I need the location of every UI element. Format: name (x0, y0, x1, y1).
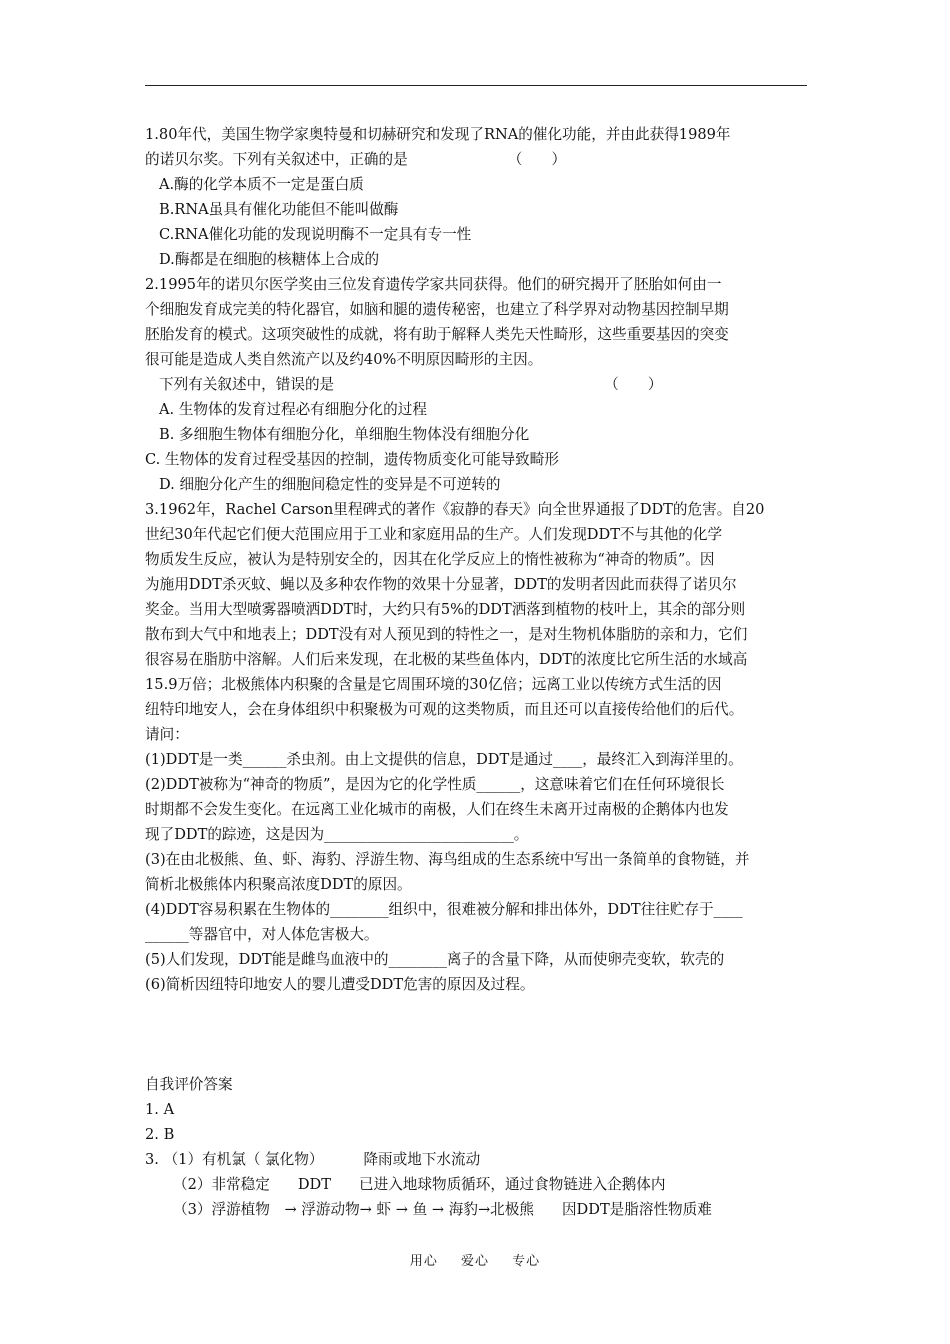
q3-line-1: 3.1962年，Rachel Carson里程碑式的著作《寂静的春天》向全世界通报了DDT的危害。自20 (145, 501, 765, 518)
q3-sub-5: (5)人们发现，DDT能是雌鸟血液中的________离子的含量下降，从而使卵壳变软，软壳的 (145, 951, 725, 968)
q2-option-a: A. 生物体的发育过程必有细胞分化的过程 (159, 401, 427, 418)
q1-answer-blank: （ ） (507, 151, 567, 168)
answer-3-2-c: 已进入地球物质循环，通过食物链进入企鹅体内 (359, 1176, 666, 1193)
answer-3-1-a: 3. （1）有机氯（ 氯化物） (145, 1151, 324, 1168)
q2-option-c: C. 生物体的发育过程受基因的控制，遗传物质变化可能导致畸形 (145, 451, 559, 468)
answer-2: 2. B (145, 1126, 175, 1143)
footer-word-1: 用心 (409, 1254, 438, 1269)
q3-sub-3-line-2: 简析北极熊体内积聚高浓度DDT的原因。 (145, 876, 412, 893)
q3-line-3: 物质发生反应，被认为是特别安全的，因其在化学反应上的惰性被称为“神奇的物质”。因 (145, 551, 715, 568)
q1-stem-line-2 (145, 147, 810, 172)
q3-line-7: 很容易在脂肪中溶解。人们后来发现，在北极的某些鱼体内，DDT的浓度比它所生活的水域高 (145, 651, 748, 668)
q1-option-a: A.酶的化学本质不一定是蛋白质 (159, 176, 364, 193)
q3-line-8: 15.9万倍；北极熊体内积聚的含量是它周围环境的30亿倍；远离工业以传统方式生活的因 (145, 676, 722, 693)
answer-1: 1. A (145, 1101, 175, 1118)
q2-answer-blank: （ ） (604, 376, 663, 393)
q2-line-1: 2.1995年的诺贝尔医学奖由三位发育遗传学家共同获得。他们的研究揭开了胚胎如何由一 (145, 276, 722, 293)
q1-option-b: B.RNA虽具有催化功能但不能叫做酶 (159, 201, 399, 218)
q3-sub-4-line-1: (4)DDT容易积累在生物体的________组织中，很难被分解和排出体外，DDT往往贮存于____ (145, 901, 743, 918)
page-footer (0, 1250, 950, 1269)
q3-sub-2-line-1: (2)DDT被称为“神奇的物质”，是因为它的化学性质______，这意味着它们在任何环境很长 (145, 776, 725, 793)
answers-title: 自我评价答案 (145, 1076, 233, 1093)
q3-ask-label: 请问： (145, 726, 189, 743)
footer-word-2: 爱心 (460, 1254, 489, 1269)
q3-line-9: 纽特印地安人，会在身体组织中积聚极为可观的这类物质，而且还可以直接传给他们的后代。 (145, 701, 744, 718)
answer-3-3-b: 因DDT是脂溶性物质难 (561, 1201, 712, 1218)
q1-option-c: C.RNA催化功能的发现说明酶不一定具有专一性 (159, 226, 472, 243)
footer-word-3: 专心 (512, 1254, 541, 1269)
q2-line-4: 很可能是造成人类自然流产以及约40%不明原因畸形的主因。 (145, 351, 543, 368)
q3-sub-1: (1)DDT是一类______杀虫剂。由上文提供的信息，DDT是通过____，最终汇入到海洋里的。 (145, 751, 743, 768)
q2-option-b: B. 多细胞生物体有细胞分化，单细胞生物体没有细胞分化 (159, 426, 530, 443)
answer-3-1-b: 降雨或地下水流动 (363, 1151, 481, 1168)
answer-3-part-1 (145, 1147, 810, 1172)
q2-ask-text: 下列有关叙述中，错误的是 (159, 376, 335, 393)
q2-ask-line (145, 372, 810, 397)
q2-line-2: 个细胞发育成完美的特化器官，如脑和腿的遗传秘密，也建立了科学界对动物基因控制早期 (145, 301, 729, 318)
answer-3-part-2 (145, 1172, 810, 1197)
answer-3-3-a: （3）浮游植物 → 浮游动物→ 虾 → 鱼 → 海豹→北极熊 (173, 1201, 534, 1218)
q3-sub-2-line-2: 时期都不会发生变化。在远离工业化城市的南极，人们在终生未离开过南极的企鹅体内也发 (145, 801, 729, 818)
q3-line-4: 为施用DDT杀灭蚊、蝇以及多种农作物的效果十分显著，DDT的发明者因此而获得了诺贝尔 (145, 576, 737, 593)
section-spacer (145, 997, 810, 1072)
q3-line-2: 世纪30年代起它们便大范围应用于工业和家庭用品的生产。人们发现DDT不与其他的化学 (145, 526, 723, 543)
q2-line-3: 胚胎发育的模式。这项突破性的成就，将有助于解释人类先天性畸形，这些重要基因的突变 (145, 326, 729, 343)
header-rule (145, 85, 807, 86)
answer-3-part-3 (145, 1197, 810, 1222)
q3-sub-3-line-1: (3)在由北极熊、鱼、虾、海豹、浮游生物、海鸟组成的生态系统中写出一条简单的食物链，并 (145, 851, 750, 868)
q3-sub-6: (6)简析因纽特印地安人的婴儿遭受DDT危害的原因及过程。 (145, 976, 535, 993)
q3-line-6: 散布到大气中和地表上；DDT没有对人预见到的特性之一，是对生物机体脂肪的亲和力，它们 (145, 626, 748, 643)
q3-sub-4-line-2: ______等器官中，对人体危害极大。 (145, 926, 379, 943)
document-body (145, 122, 810, 1222)
q1-option-d: D.酶都是在细胞的核糖体上合成的 (159, 251, 380, 268)
answer-3-2-a: （2）非常稳定 (173, 1176, 270, 1193)
answer-3-2-b: DDT (297, 1176, 331, 1193)
q3-sub-2-line-3: 现了DDT的踪迹，这是因为__________________________。 (145, 826, 529, 843)
q3-line-5: 奖金。当用大型喷雾器喷洒DDT时，大约只有5%的DDT洒落到植物的枝叶上，其余的部分则 (145, 601, 746, 618)
q2-option-d: D. 细胞分化产生的细胞间稳定性的变异是不可逆转的 (159, 476, 501, 493)
q1-stem-line-1: 1.80年代，美国生物学家奥特曼和切赫研究和发现了RNA的催化功能，并由此获得1989年 (145, 126, 731, 143)
q1-stem-text: 的诺贝尔奖。下列有关叙述中，正确的是 (145, 151, 408, 168)
